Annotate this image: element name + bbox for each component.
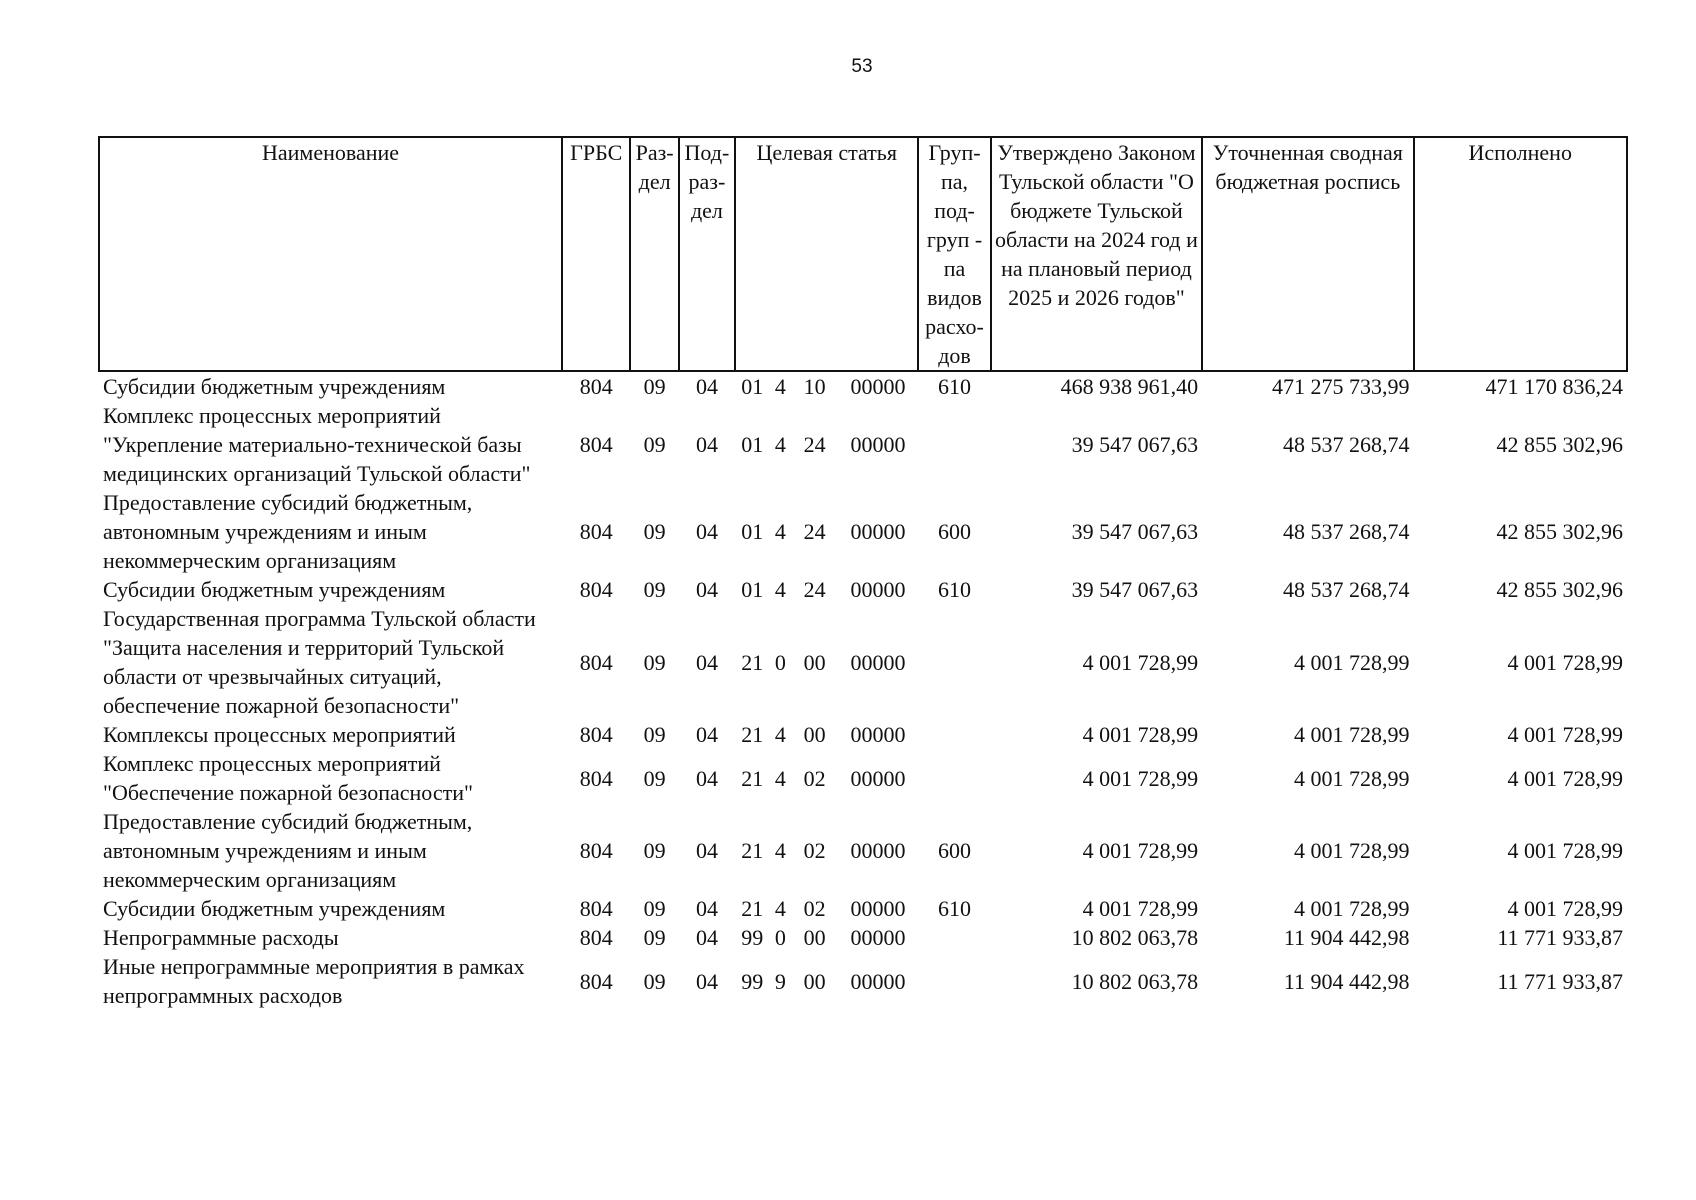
- cell-updated: 11 904 442,98: [1283, 968, 1410, 994]
- cell-updated: 4 001 728,99: [1294, 722, 1410, 747]
- table-row: [99, 749, 1627, 807]
- cell-target-program: 01: [741, 432, 764, 457]
- cell-target-program: 01: [741, 577, 764, 602]
- table-header-row: [99, 137, 1627, 371]
- cell-target-direction: 00000: [850, 519, 906, 544]
- cell-vid-rashodov: [918, 749, 990, 807]
- cell-grbs: 804: [579, 765, 613, 791]
- cell-razdel: 09: [643, 519, 666, 544]
- cell-podrazdel: 04: [695, 722, 718, 747]
- table-row: [99, 720, 1627, 749]
- cell-target-type: 4: [774, 432, 786, 457]
- cell-approved: 4 001 728,99: [1082, 649, 1199, 675]
- cell-vid-rashodov: [918, 604, 990, 720]
- cell-target-type: 0: [774, 649, 786, 675]
- cell-target-program: 21: [741, 838, 764, 863]
- table-row: [99, 401, 1627, 488]
- table-row: [99, 923, 1627, 952]
- cell-target-type: 4: [774, 896, 786, 921]
- cell-target-direction: 00000: [850, 838, 906, 863]
- page-number: 53: [851, 56, 873, 77]
- cell-razdel: 09: [643, 968, 666, 994]
- cell-grbs: 804: [579, 649, 613, 675]
- cell-name: Государственная программа Тульской области "Защита населения и территорий Тульской области от чрезвычайных ситуаций, обеспечение пожарной безопасности": [103, 606, 536, 718]
- cell-approved: 4 001 728,99: [1082, 838, 1199, 863]
- cell-target-program: 21: [741, 649, 764, 675]
- cell-target-sub: 24: [803, 519, 826, 544]
- cell-updated: 4 001 728,99: [1294, 649, 1410, 675]
- cell-name: Иные непрограммные мероприятия в рамках непрограммных расходов: [103, 954, 525, 1008]
- cell-target-type: 4: [774, 374, 786, 399]
- cell-executed: 11 771 933,87: [1497, 968, 1623, 994]
- cell-podrazdel: 04: [695, 925, 718, 950]
- cell-name: Непрограммные расходы: [103, 925, 339, 950]
- cell-vid-rashodov: [918, 401, 990, 488]
- cell-grbs: 804: [579, 432, 613, 457]
- cell-name: Комплекс процессных мероприятий "Укрепление материально-технической базы медицинских организаций Тульской области": [103, 403, 531, 486]
- table-row: [99, 488, 1627, 575]
- cell-approved: 4 001 728,99: [1082, 722, 1199, 747]
- cell-target-sub: 00: [803, 722, 826, 747]
- cell-razdel: 09: [643, 649, 666, 675]
- cell-target-type: 4: [774, 838, 786, 863]
- cell-target-direction: 00000: [850, 968, 906, 994]
- cell-vid-rashodov: 600: [938, 838, 972, 863]
- header-name: Наименование: [99, 137, 562, 371]
- cell-updated: 11 904 442,98: [1283, 925, 1410, 950]
- cell-vid-rashodov: 600: [938, 519, 972, 544]
- cell-razdel: 09: [643, 577, 666, 602]
- cell-name: Предоставление субсидий бюджетным, автономным учреждениям и иным некоммерческим организациям: [103, 490, 473, 573]
- cell-target-program: 99: [741, 968, 764, 994]
- cell-target-sub: 00: [803, 925, 826, 950]
- cell-target-sub: 10: [803, 374, 826, 399]
- cell-grbs: 804: [579, 838, 613, 863]
- cell-target-direction: 00000: [850, 649, 906, 675]
- cell-razdel: 09: [643, 925, 666, 950]
- cell-target-direction: 00000: [850, 374, 906, 399]
- cell-target-direction: 00000: [850, 896, 906, 921]
- header-updated: Уточненная сводная бюджетная роспись: [1202, 137, 1413, 371]
- cell-podrazdel: 04: [695, 896, 718, 921]
- cell-grbs: 804: [579, 374, 613, 399]
- cell-target-sub: 00: [803, 968, 826, 994]
- header-podrazdel: Под-раз-дел: [679, 137, 735, 371]
- cell-grbs: 804: [579, 577, 613, 602]
- cell-vid-rashodov: [918, 923, 990, 952]
- cell-target-sub: 24: [803, 577, 826, 602]
- cell-vid-rashodov: 610: [938, 374, 972, 399]
- cell-razdel: 09: [643, 374, 666, 399]
- cell-target-direction: 00000: [850, 925, 906, 950]
- cell-approved: 10 802 063,78: [1071, 968, 1199, 994]
- cell-name: Комплекс процессных мероприятий "Обеспечение пожарной безопасности": [103, 751, 473, 805]
- cell-updated: 48 537 268,74: [1283, 577, 1410, 602]
- cell-name: Субсидии бюджетным учреждениям: [103, 577, 446, 602]
- cell-vid-rashodov: 610: [938, 896, 972, 921]
- cell-target-direction: 00000: [850, 765, 906, 791]
- cell-target-sub: 02: [803, 838, 826, 863]
- cell-grbs: 804: [579, 519, 613, 544]
- cell-updated: 471 275 733,99: [1272, 374, 1410, 399]
- cell-razdel: 09: [643, 838, 666, 863]
- cell-podrazdel: 04: [695, 765, 718, 791]
- cell-podrazdel: 04: [695, 577, 718, 602]
- header-approved: Утверждено Законом Тульской области "О бюджете Тульской области на 2024 год и на плановый период 2025 и 2026 годов": [991, 137, 1202, 371]
- cell-grbs: 804: [579, 896, 613, 921]
- cell-target-type: 9: [774, 968, 786, 994]
- cell-updated: 4 001 728,99: [1294, 765, 1410, 791]
- cell-executed: 4 001 728,99: [1507, 649, 1623, 675]
- cell-name: Предоставление субсидий бюджетным, автономным учреждениям и иным некоммерческим организациям: [103, 809, 473, 892]
- cell-target-direction: 00000: [850, 722, 906, 747]
- cell-executed: 42 855 302,96: [1496, 519, 1623, 544]
- cell-approved: 39 547 067,63: [1071, 432, 1199, 457]
- cell-updated: 48 537 268,74: [1283, 432, 1410, 457]
- table-row: [99, 371, 1627, 401]
- cell-target-program: 21: [741, 896, 764, 921]
- cell-name: Субсидии бюджетным учреждениям: [103, 374, 446, 399]
- cell-executed: 4 001 728,99: [1507, 765, 1623, 791]
- cell-updated: 48 537 268,74: [1283, 519, 1410, 544]
- cell-target-sub: 00: [803, 649, 826, 675]
- cell-grbs: 804: [579, 925, 613, 950]
- cell-target-type: 0: [774, 925, 786, 950]
- cell-podrazdel: 04: [695, 374, 718, 399]
- cell-executed: 4 001 728,99: [1507, 896, 1623, 921]
- header-target: Целевая статья: [735, 137, 918, 371]
- cell-executed: 42 855 302,96: [1496, 432, 1623, 457]
- cell-podrazdel: 04: [695, 432, 718, 457]
- header-executed: Исполнено: [1414, 137, 1627, 371]
- cell-updated: 4 001 728,99: [1294, 896, 1410, 921]
- cell-target-type: 4: [774, 765, 786, 791]
- cell-approved: 468 938 961,40: [1060, 374, 1199, 399]
- cell-target-sub: 24: [803, 432, 826, 457]
- cell-approved: 4 001 728,99: [1082, 896, 1199, 921]
- cell-razdel: 09: [643, 765, 666, 791]
- cell-grbs: 804: [579, 968, 613, 994]
- cell-podrazdel: 04: [695, 968, 718, 994]
- table-row: [99, 575, 1627, 604]
- cell-target-program: 21: [741, 765, 764, 791]
- cell-approved: 4 001 728,99: [1082, 765, 1199, 791]
- cell-razdel: 09: [643, 722, 666, 747]
- cell-vid-rashodov: [918, 720, 990, 749]
- cell-podrazdel: 04: [695, 519, 718, 544]
- table-row: [99, 807, 1627, 894]
- cell-target-type: 4: [774, 519, 786, 544]
- cell-target-program: 01: [741, 374, 764, 399]
- cell-vid-rashodov: [918, 952, 990, 1010]
- cell-podrazdel: 04: [695, 838, 718, 863]
- cell-target-program: 01: [741, 519, 764, 544]
- cell-vid-rashodov: 610: [938, 577, 972, 602]
- cell-razdel: 09: [643, 896, 666, 921]
- cell-approved: 39 547 067,63: [1071, 577, 1199, 602]
- cell-updated: 4 001 728,99: [1294, 838, 1410, 863]
- cell-target-program: 99: [741, 925, 764, 950]
- cell-grbs: 804: [579, 722, 613, 747]
- cell-executed: 471 170 836,24: [1485, 374, 1623, 399]
- header-grbs: ГРБС: [562, 137, 630, 371]
- cell-razdel: 09: [643, 432, 666, 457]
- table-row: [99, 894, 1627, 923]
- cell-target-program: 21: [741, 722, 764, 747]
- cell-executed: 42 855 302,96: [1496, 577, 1623, 602]
- cell-target-direction: 00000: [850, 432, 906, 457]
- budget-table: [98, 136, 1628, 1010]
- cell-executed: 11 771 933,87: [1497, 925, 1623, 950]
- cell-target-sub: 02: [803, 896, 826, 921]
- table-row: [99, 604, 1627, 720]
- cell-target-direction: 00000: [850, 577, 906, 602]
- cell-podrazdel: 04: [695, 649, 718, 675]
- cell-approved: 39 547 067,63: [1071, 519, 1199, 544]
- cell-executed: 4 001 728,99: [1507, 722, 1623, 747]
- table-row: [99, 952, 1627, 1010]
- cell-name: Комплексы процессных мероприятий: [103, 722, 456, 747]
- header-razdel: Раз-дел: [630, 137, 678, 371]
- cell-executed: 4 001 728,99: [1507, 838, 1623, 863]
- cell-target-type: 4: [774, 722, 786, 747]
- cell-target-sub: 02: [803, 765, 826, 791]
- table-body: [99, 371, 1627, 1010]
- cell-name: Субсидии бюджетным учреждениям: [103, 896, 446, 921]
- header-vid-rashodov: Груп-па, под-груп - па видов расхо-дов: [918, 137, 990, 371]
- cell-target-type: 4: [774, 577, 786, 602]
- cell-approved: 10 802 063,78: [1071, 925, 1199, 950]
